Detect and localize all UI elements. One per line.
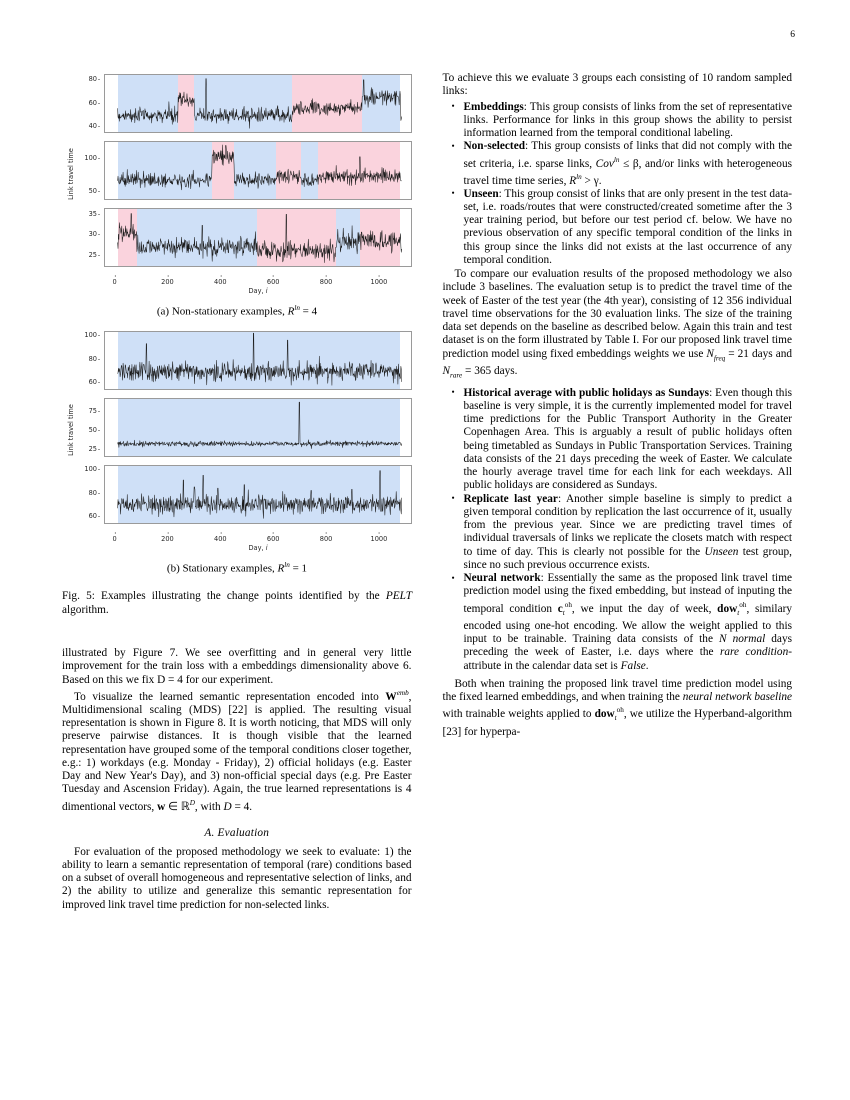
right-intro-para: To achieve this we evaluate 3 groups each consisting of 10 random sampled links: bbox=[442, 72, 792, 98]
y-tick-label: 100 bbox=[84, 153, 97, 162]
list-item-historical-average: • Historical average with public holidays as Sundays: Even though this baseline is very simple, it is the currently implemented model for travel time predictions for the Public Transport Authority in the Greater Copenhagen Area. This is arguably a result of public holidays often being timetabled as Sundays in Public Transportation Services. Training data consists of the 21 days preceding the week of Easter. We calculate the hourly average travel time for each link for each weekdays. All public holidays are considered as Sundays. bbox=[443, 387, 793, 493]
left-para-2: To visualize the learned semantic representation encoded into $W^{emb}$, Multidimensional scaling (MDS) [22] is applied. The resulting visual representation is shown in Figure 8. It is worth noticing, that MDS will only preserve pairwise distances. It is though visible that the learned representation have grouped some of the temporal conditions closer together, e.g.: 1) workdays (e.g. Monday - Friday), 2) official holidays (e.g. Easter Day and New Year's Day), and 3) non-official special days (e.g. Pre Easter Tuesday and Ascension Friday). Again, the true learned representations is 4 dimentional vectors, w ∈ ℝ$^D$, with D = 4. bbox=[62, 688, 412, 813]
y-tick-label: 40 bbox=[88, 122, 97, 131]
evaluation-groups-list bbox=[443, 101, 793, 268]
x-tick-label: 200 bbox=[161, 278, 174, 286]
y-tick-label: 25 bbox=[88, 445, 97, 454]
y-tick-label: 50 bbox=[88, 426, 97, 434]
right-baselines-para: To compare our evaluation results of the proposed methodology we also include 3 baselines. The evaluation setup is to predict the travel time of the week of Easter of the test year (the 4th year), consisting of 12 356 individual travel time observations for the 30 evaluation links. The size of the training data set depends on the baseline as described below. Again this train and test dataset is on the form illustrated by Table I. For our proposed link travel time prediction model using fixed embeddings weights we use $N_{freq} = 21$ days and $N_{rare} = 365$ days. bbox=[442, 268, 793, 380]
list-item-neural-network: • Neural network: Essentially the same as the proposed link travel time prediction model using the fixed embedding, but instead of inputing the temporal condition $c_t^{oh}$, we input the day of week, dow$_t^{oh}$, similary encoded using one-hot encoding. We allow the weight applied to this input to be trainable. Training data consists of the N normal days preceding the week of Easter, i.e. days where the rare condition-attribute in the calendar data set is False. bbox=[443, 572, 793, 673]
x-tick-label: 200 bbox=[161, 534, 174, 543]
y-axis-label: Link travel time bbox=[67, 147, 76, 200]
y-tick-label: 80 bbox=[88, 74, 97, 83]
x-axis-label: Day, i bbox=[248, 287, 268, 295]
x-tick-label: 800 bbox=[319, 278, 333, 286]
x-tick-label: 600 bbox=[266, 278, 280, 286]
x-tick-label: 0 bbox=[112, 534, 117, 543]
y-tick-label: 25 bbox=[88, 250, 97, 259]
y-tick-label: 100 bbox=[84, 465, 97, 474]
left-para-3: For evaluation of the proposed methodology we seek to evaluate: 1) the ability to learn a semantic representation of temporal (rare) conditions based on a subset of overall homogeneous and representative selection of links, and 2) the ability to utilize and generalize this semantic representation for improved link travel time prediction for non-selected links. bbox=[62, 845, 412, 911]
y-tick-label: 80 bbox=[88, 488, 97, 497]
figure-spacer bbox=[62, 72, 412, 647]
list-item-unseen: • Unseen: This group consist of links that are only present in the test data-set, i.e. roads/routes that were constructed/created sometime after the 3 year training period, but before our test period cf. below. We have no previous observation of any specific temporal condition of the links in this group since the links did not exists at the last occurrence of any temporal condition. bbox=[443, 188, 793, 268]
list-item-non-selected: • Non-selected: This group consists of links that did not comply with the set criteria, i.e. sparse links, Cov$^{ln}$ ≤ β, and/or links with heterogeneous travel time time series, $R^{ln} > \gamma$. bbox=[443, 140, 793, 187]
y-tick-label: 60 bbox=[88, 98, 97, 107]
y-tick-label: 35 bbox=[88, 210, 97, 219]
right-final-para: Both when training the proposed link travel time prediction model using the fixed learned embeddings, and when training the neural network baseline with trainable weights applied to dow$_t^{oh}$, we utilize the Hyperband-algorithm [23] for hyperpa- bbox=[442, 677, 793, 738]
figure-caption: Fig. 5: Examples illustrating the change points identified by the PELT algorithm. bbox=[62, 590, 412, 616]
y-axis-label: Link travel time bbox=[67, 404, 76, 457]
y-tick-label: 60 bbox=[88, 511, 97, 520]
x-tick-label: 0 bbox=[112, 278, 117, 286]
y-tick-label: 75 bbox=[88, 406, 97, 415]
y-tick-label: 30 bbox=[88, 230, 97, 239]
left-para-1: illustrated by Figure 7. We see overfitting and in general very little improvement for the train loss with a embeddings dimensionality above 6. Based on this we fix D = 4 for our experiment. bbox=[62, 647, 412, 686]
right-column bbox=[443, 72, 793, 912]
y-tick-label: 100 bbox=[84, 331, 97, 340]
x-tick-label: 400 bbox=[214, 534, 227, 543]
x-tick-label: 1000 bbox=[370, 534, 388, 543]
x-tick-label: 800 bbox=[319, 534, 333, 543]
x-tick-label: 600 bbox=[266, 534, 280, 543]
subfigure-a-caption: (a) Non-stationary examples, $R^{ln} = 4$ bbox=[156, 304, 318, 318]
y-tick-label: 80 bbox=[88, 354, 97, 363]
left-column bbox=[62, 72, 412, 912]
section-heading-evaluation: A. Evaluation bbox=[204, 826, 270, 839]
x-axis-label: Day, i bbox=[248, 543, 268, 552]
list-item-replicate-last-year: • Replicate last year: Another simple baseline is simply to predict a given temporal condition by replication the last occurrence of it, usually from the previous year. Since we are predicting travel times of individual traversals of links we replicate the closets match with respect to time of day. This is clearly not possible for the Unseen test group, since no such previous occurrence exists. bbox=[443, 493, 793, 573]
y-tick-label: 50 bbox=[88, 187, 97, 196]
x-tick-label: 1000 bbox=[370, 278, 388, 286]
baselines-list bbox=[443, 387, 793, 673]
page-number: 6 bbox=[790, 30, 795, 40]
x-tick-label: 400 bbox=[214, 278, 227, 286]
list-item-embeddings: • Embeddings: This group consists of links from the set of representative links. Performance for links in this group shows the ability to persist information learned from the temporal conditional labeling. bbox=[443, 101, 793, 141]
subfigure-b-caption: (b) Stationary examples, $R^{ln} = 1$ bbox=[166, 560, 308, 575]
text-columns bbox=[62, 72, 792, 912]
y-tick-label: 60 bbox=[88, 377, 97, 386]
